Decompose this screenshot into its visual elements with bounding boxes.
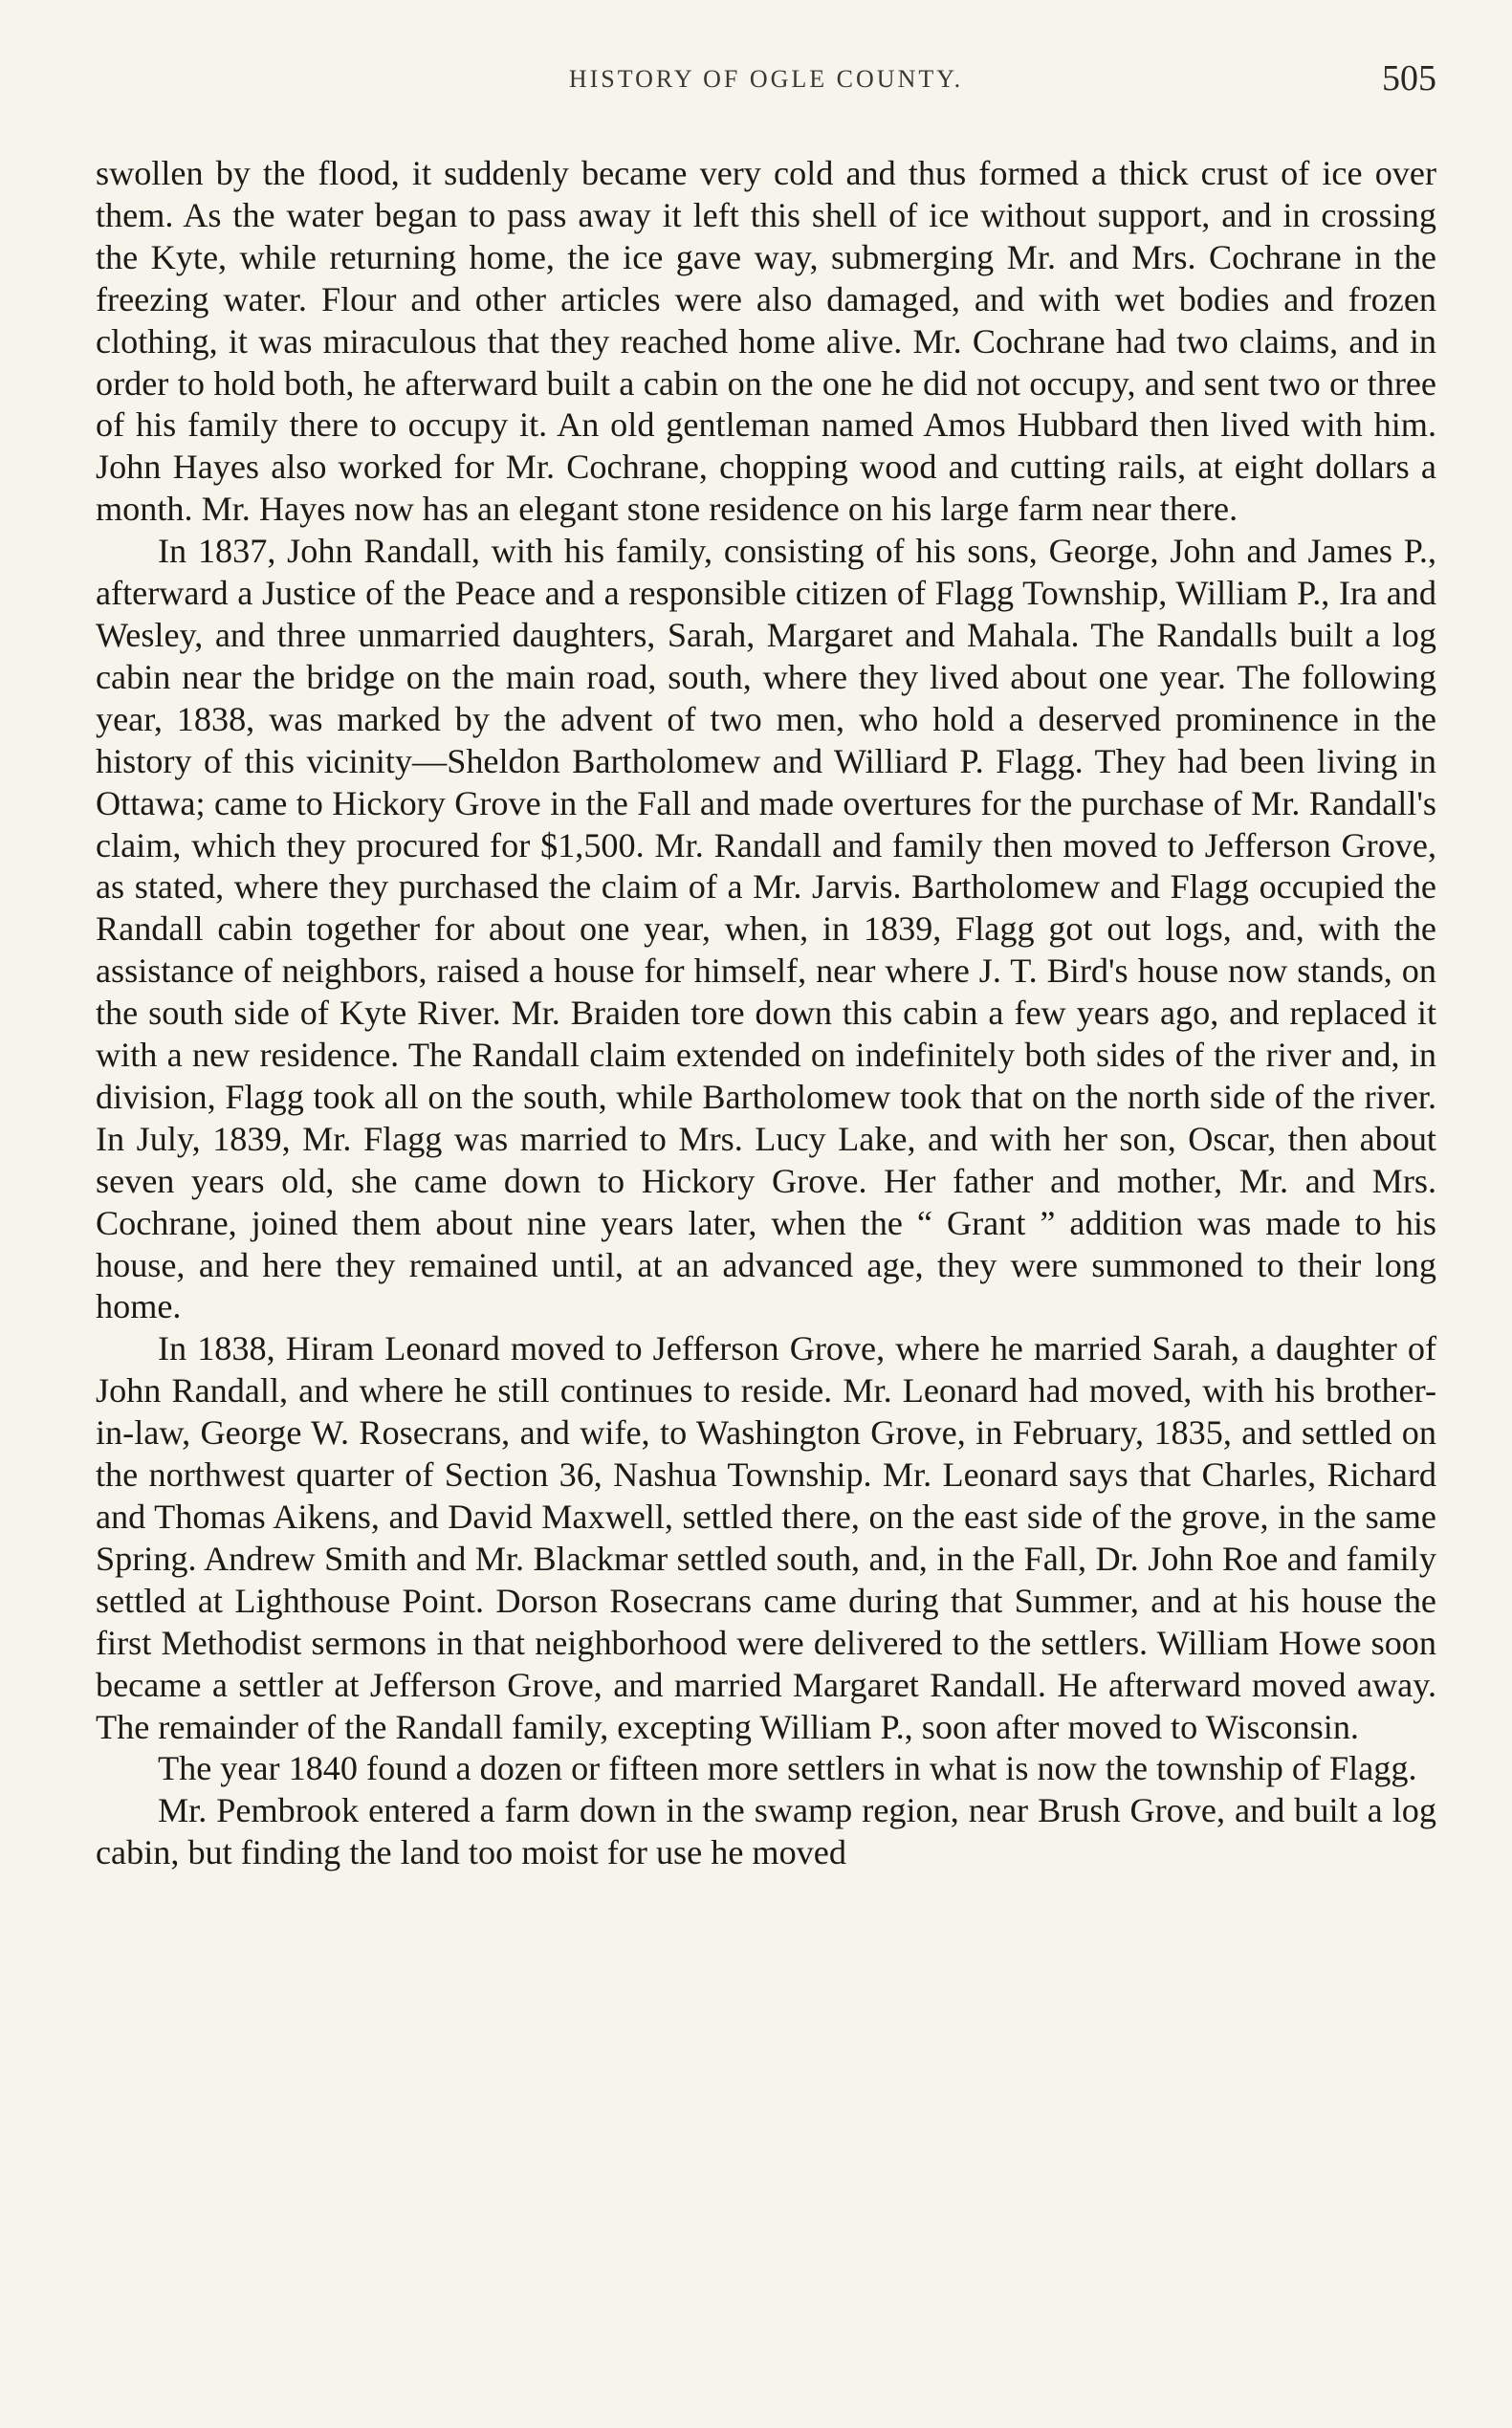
body-text [96,153,1436,1874]
paragraph-pembrook: Mr. Pembrook entered a farm down in the swamp region, near Brush Grove, and built a log cabin, but finding the land too moist for use he moved [96,1791,1436,1872]
running-title: HISTORY OF OGLE COUNTY. [568,65,964,93]
paragraph-year-1840: The year 1840 found a dozen or fifteen more settlers in what is now the township of Flagg. [158,1749,1417,1788]
paragraph-continuation: swollen by the flood, it suddenly became very cold and thus formed a thick crust of ice over them. As the water began to pass away it left this shell of ice without support, and in crossing the Kyte, while returning home, the ice gave way, submerging Mr. and Mrs. Cochrane in the freezing water. Flour and other articles were also damaged, and with wet bodies and frozen clothing, it was miraculous that they reached home alive. Mr. Cochrane had two claims, and in order to hold both, he afterward built a cabin on the one he did not occupy, and sent two or three of his family there to occupy it. An old gentleman named Amos Hubbard then lived with him. John Hayes also worked for Mr. Cochrane, chopping wood and cutting rails, at eight dollars a month. Mr. Hayes now has an elegant stone residence on his large farm near there. [96,154,1436,529]
page-number: 505 [1382,58,1436,98]
running-head [96,57,1436,115]
paragraph-randall-family: In 1837, John Randall, with his family, consisting of his sons, George, John and James P., afterward a Justice of the Peace and a responsible citizen of Flagg Township, William P., Ira and Wesley, and three unmarried daughters, Sarah, Margaret and Mahala. The Randalls built a log cabin near the bridge on the main road, south, where they lived about one year. The following year, 1838, was marked by the advent of two men, who hold a deserved prominence in the history of this vicinity—Sheldon Bartholomew and Williard P. Flagg. They had been living in Ottawa; came to Hickory Grove in the Fall and made overtures for the purchase of Mr. Randall's claim, which they procured for $1,500. Mr. Randall and family then moved to Jefferson Grove, as stated, where they purchased the claim of a Mr. Jarvis. Bartholomew and Flagg occupied the Randall cabin together for about one year, when, in 1839, Flagg got out logs, and, with the assistance of neighbors, raised a house for himself, near where J. T. Bird's house now stands, on the south side of Kyte River. Mr. Braiden tore down this cabin a few years ago, and replaced it with a new residence. The Randall claim extended on indefinitely both sides of the river and, in division, Flagg took all on the south, while Bartholomew took that on the north side of the river. In July, 1839, Mr. Flagg was married to Mrs. Lucy Lake, and with her son, Oscar, then about seven years old, she came down to Hickory Grove. Her father and mother, Mr. and Mrs. Cochrane, joined them about nine years later, when the “ Grant ” addition was made to his house, and here they remained until, at an advanced age, they were summoned to their long home. [96,532,1436,1326]
paragraph-hiram-leonard: In 1838, Hiram Leonard moved to Jefferson Grove, where he married Sarah, a daughter of John Randall, and where he still continues to reside. Mr. Leonard had moved, with his brother-in-law, George W. Rosecrans, and wife, to Washington Grove, in February, 1835, and settled on the northwest quarter of Section 36, Nashua Township. Mr. Leonard says that Charles, Richard and Thomas Aikens, and David Maxwell, settled there, on the east side of the grove, in the same Spring. Andrew Smith and Mr. Blackmar settled south, and, in the Fall, Dr. John Roe and family settled at Lighthouse Point. Dorson Rosecrans came during that Summer, and at his house the first Methodist sermons in that neighborhood were delivered to the settlers. William Howe soon became a settler at Jefferson Grove, and married Margaret Randall. He afterward moved away. The remainder of the Randall family, excepting William P., soon after moved to Wisconsin. [96,1329,1436,1746]
book-page [96,57,1436,1874]
